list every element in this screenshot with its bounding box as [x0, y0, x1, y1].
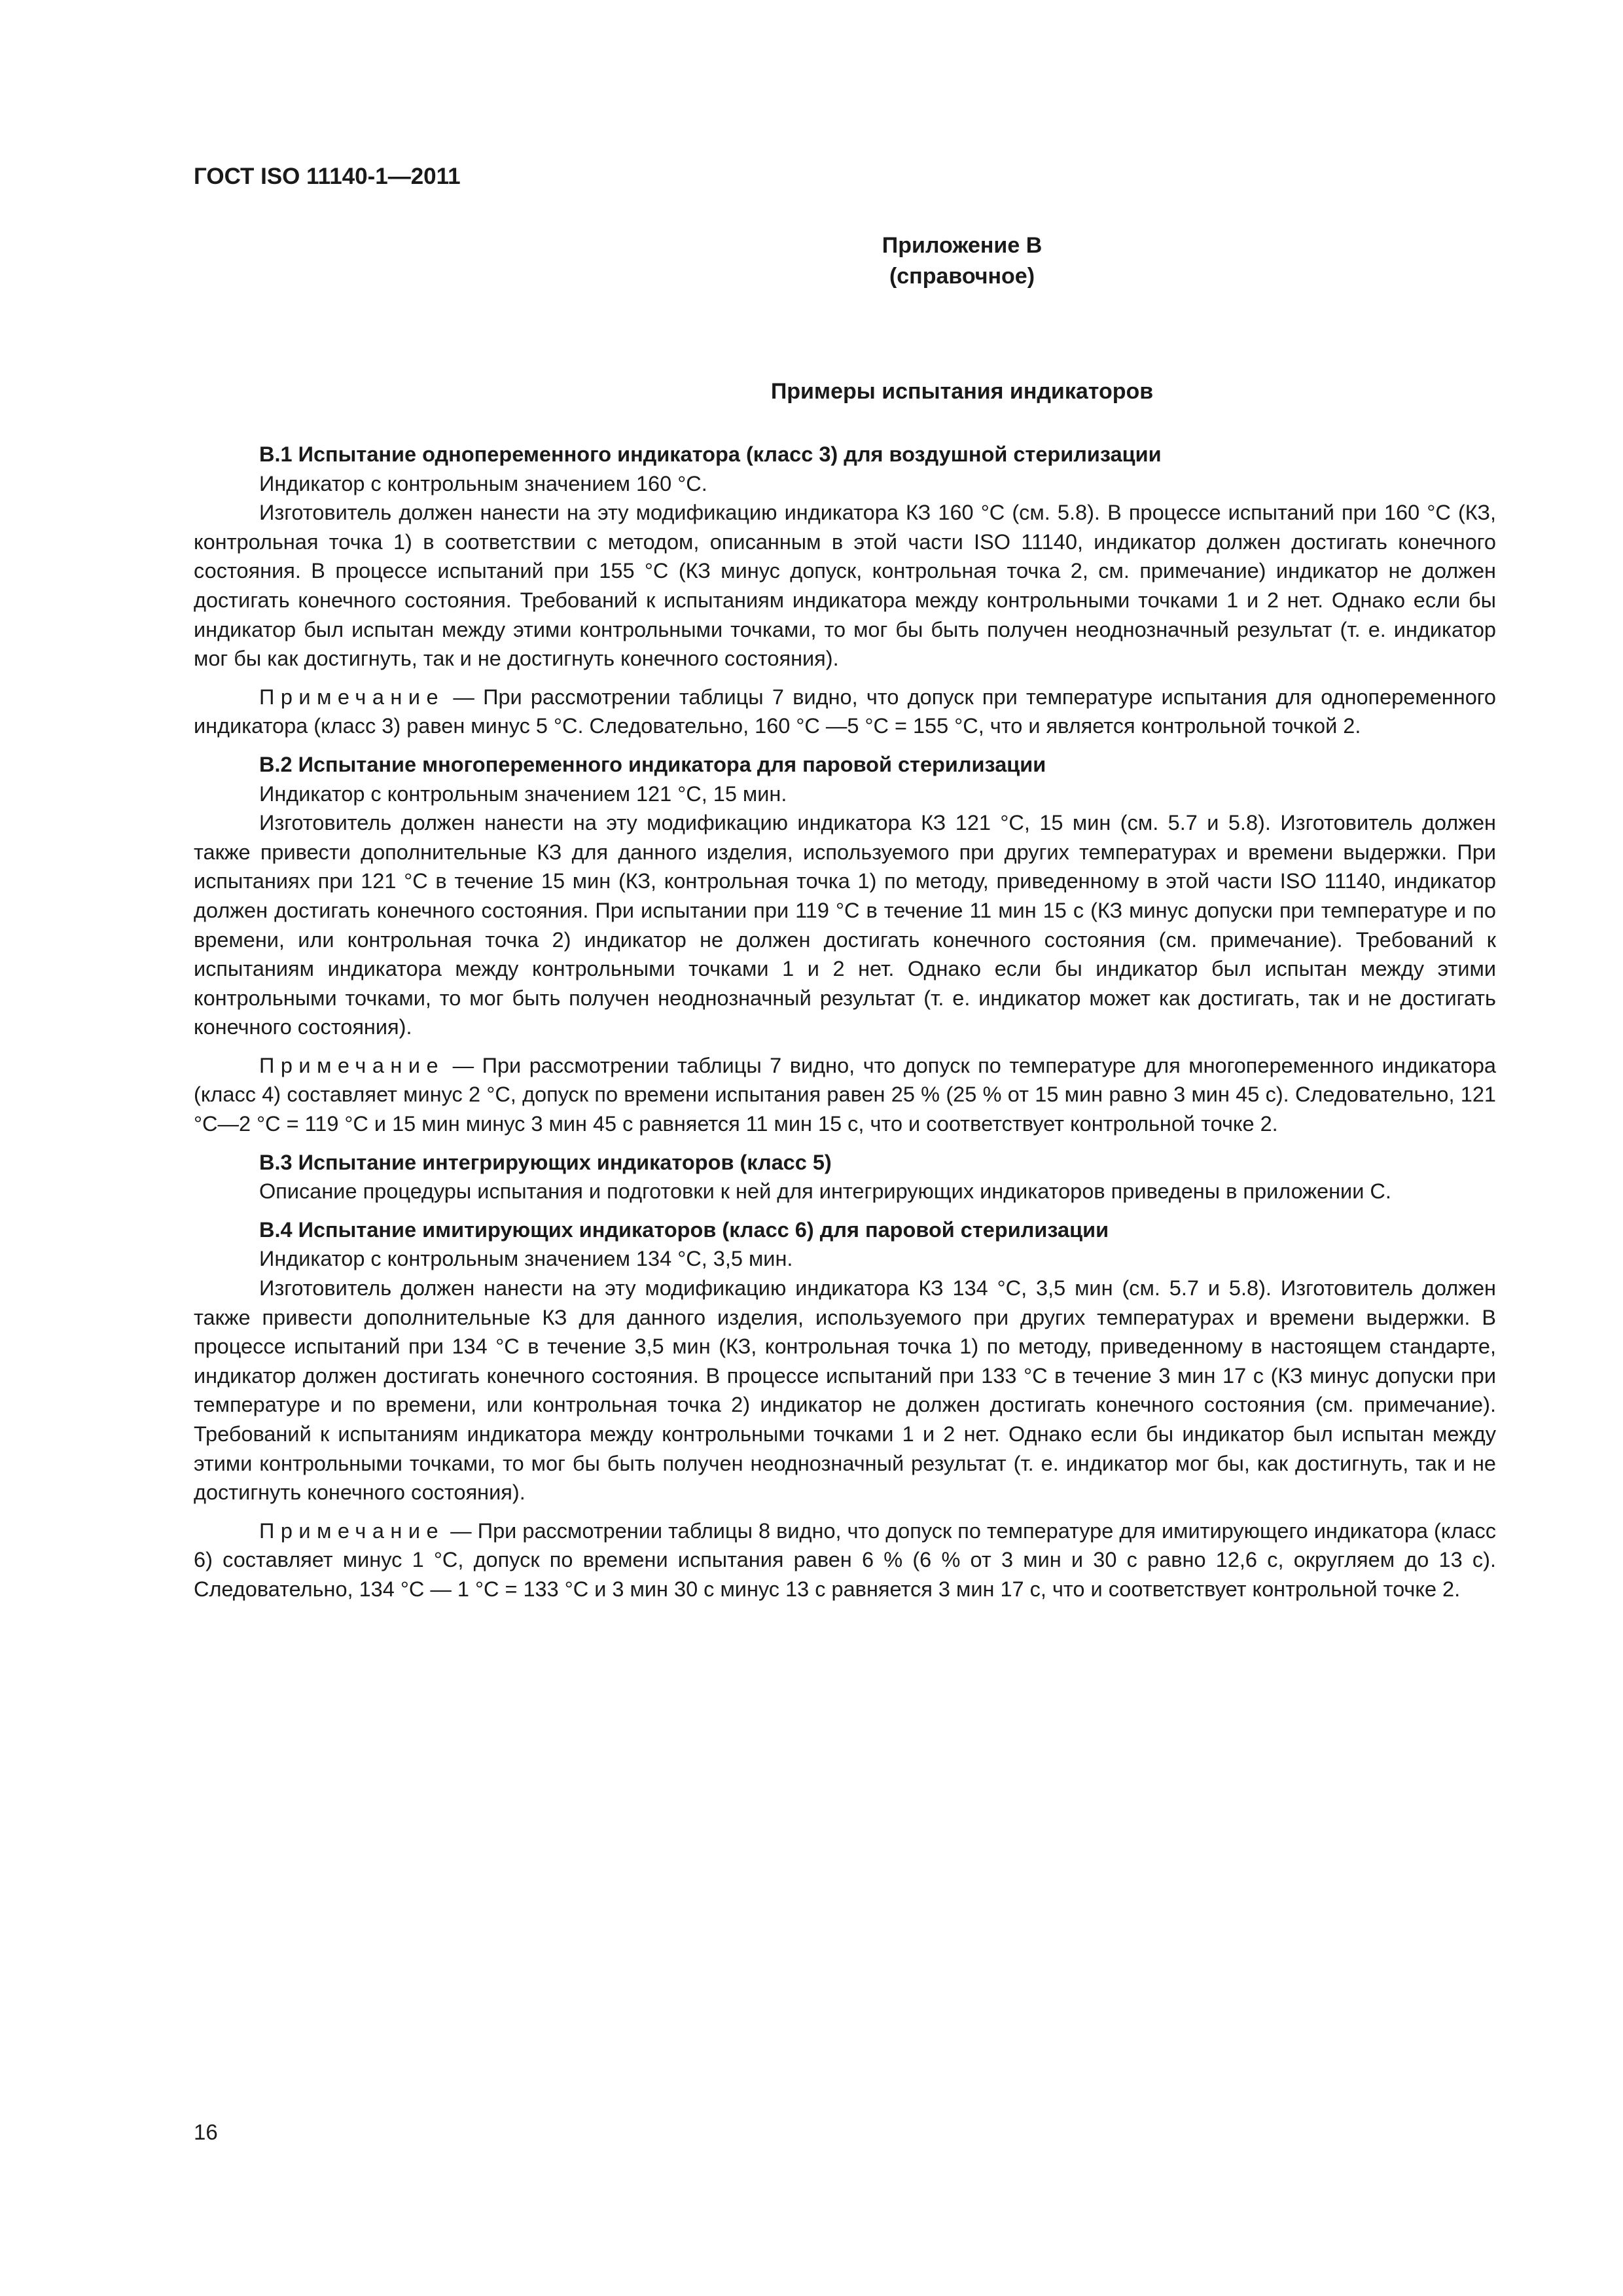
paragraph: Изготовитель должен нанести на эту модификацию индикатора КЗ 160 °С (см. 5.8). В процессе испытаний при 160 °С (КЗ, контрольная точка 1) в соответствии с методом, описанным в этой части ISO 11140, индикатор должен достигать конечного состояния. В процессе испытаний при 155 °С (КЗ минус допуск, контрольная точка 2, см. примечание) индикатор не должен достигать конечного состояния. Требований к испытаниям индикатора между контрольными точками 1 и 2 нет. Однако если бы индикатор был испытан между этими контрольными точками, то мог бы быть получен неоднозначный результат (т. е. индикатор мог бы как достигнуть, так и не достигнуть конечного состояния).	[194, 501, 1496, 671]
section-heading: В.4 Испытание имитирующих индикаторов (класс 6) для паровой стерилизации	[259, 1217, 1109, 1242]
note	[194, 683, 1496, 741]
section-b4	[194, 1215, 1496, 1604]
section-b2	[194, 750, 1496, 1139]
note-text: — При рассмотрении таблицы 7 видно, что допуск при температуре испытания для однопеременного индикатора (класс 3) равен минус 5 °С. Следовательно, 160 °С —5 °С = 155 °С, что и является контрольной точкой 2.	[194, 685, 1496, 738]
appendix-title: Примеры испытания индикаторов	[770, 379, 1154, 404]
paragraph: Индикатор с контрольным значением 121 °С, 15 мин.	[259, 781, 787, 806]
paragraph: Изготовитель должен нанести на эту модификацию индикатора КЗ 121 °С, 15 мин (см. 5.7 и 5.8). Изготовитель должен также привести дополнительные КЗ для данного изделия, используемого при других температурах и времени выдержки. При испытаниях при 121 °С в течение 15 мин (КЗ, контрольная точка 1) по методу, приведенному в этой части ISO 11140, индикатор должен достигать конечного состояния. При испытании при 119 °С в течение 11 мин 15 с (КЗ минус допуски при температуре и по времени, или контрольная точка 2) индикатор не должен достигать конечного состояния (см. примечание). Требований к испытаниям индикатора между контрольными точками 1 и 2 нет. Однако если бы индикатор был испытан между этими контрольными точками, то мог быть получен неоднозначный результат (т. е. индикатор может как достигать, так и не достигать конечного состояния).	[194, 811, 1496, 1039]
note-label: Примечание	[259, 1518, 445, 1543]
appendix-body	[194, 440, 1496, 1604]
paragraph: Индикатор с контрольным значением 134 °С, 3,5 мин.	[259, 1247, 793, 1271]
paragraph: Индикатор с контрольным значением 160 °С.	[259, 471, 707, 495]
note	[194, 1516, 1496, 1604]
note-text: — При рассмотрении таблицы 8 видно, что допуск по температуре для имитирующего индикатора (класс 6) составляет минус 1 °С, допуск по времени испытания равен 6 % (6 % от 3 мин и 30 с равно 12,6 с, округляем до 13 с). Следовательно, 134 °С — 1 °С = 133 °С и 3 мин 30 с минус 13 с равняется 3 мин 17 с, что и соответствует контрольной точке 2.	[194, 1518, 1496, 1601]
section-heading: В.1 Испытание однопеременного индикатора (класс 3) для воздушной стерилизации	[259, 442, 1162, 466]
standard-header: ГОСТ ISO 11140-1—2011	[194, 164, 461, 189]
paragraph: Описание процедуры испытания и подготовки к ней для интегрирующих индикаторов приведены в приложении С.	[259, 1179, 1391, 1204]
appendix-label: Приложение В	[882, 233, 1043, 258]
note-label: Примечание	[259, 685, 445, 709]
page-number: 16	[194, 2120, 218, 2144]
section-heading: В.2 Испытание многопеременного индикатора для паровой стерилизации	[259, 752, 1046, 776]
paragraph: Изготовитель должен нанести на эту модификацию индикатора КЗ 134 °С, 3,5 мин (см. 5.7 и 5.8). Изготовитель должен также привести дополнительные КЗ для данного изделия, используемого при других температурах и времени выдержки. В процессе испытаний при 134 °С в течение 3,5 мин (КЗ, контрольная точка 1) по методу, приведенному в настоящем стандарте, индикатор должен достигать конечного состояния. В процессе испытаний при 133 °С в течение 3 мин 17 с (КЗ минус допуски при температуре и по времени, или контрольная точка 2) индикатор не должен достигать конечного состояния (см. примечание). Требований к испытаниям индикатора между контрольными точками 1 и 2 нет. Однако если бы индикатор был испытан между этими контрольными точками, то мог бы быть получен неоднозначный результат (т. е. индикатор мог бы, как достигнуть, так и не достигнуть конечного состояния).	[194, 1276, 1496, 1505]
appendix-heading	[0, 230, 1623, 292]
section-b3	[194, 1148, 1496, 1206]
note	[194, 1051, 1496, 1139]
section-b1	[194, 440, 1496, 741]
section-heading: В.3 Испытание интегрирующих индикаторов (класс 5)	[259, 1150, 832, 1174]
note-label: Примечание	[259, 1053, 445, 1077]
appendix-type: (справочное)	[889, 264, 1035, 289]
note-text: — При рассмотрении таблицы 7 видно, что допуск по температуре для многопеременного индикатора (класс 4) составляет минус 2 °С, допуск по времени испытания равен 25 % (25 % от 15 мин равно 3 мин 45 с). Следовательно, 121 °С—2 °С = 119 °С и 15 мин минус 3 мин 45 с равняется 11 мин 15 с, что и соответствует контрольной точке 2.	[194, 1053, 1496, 1136]
